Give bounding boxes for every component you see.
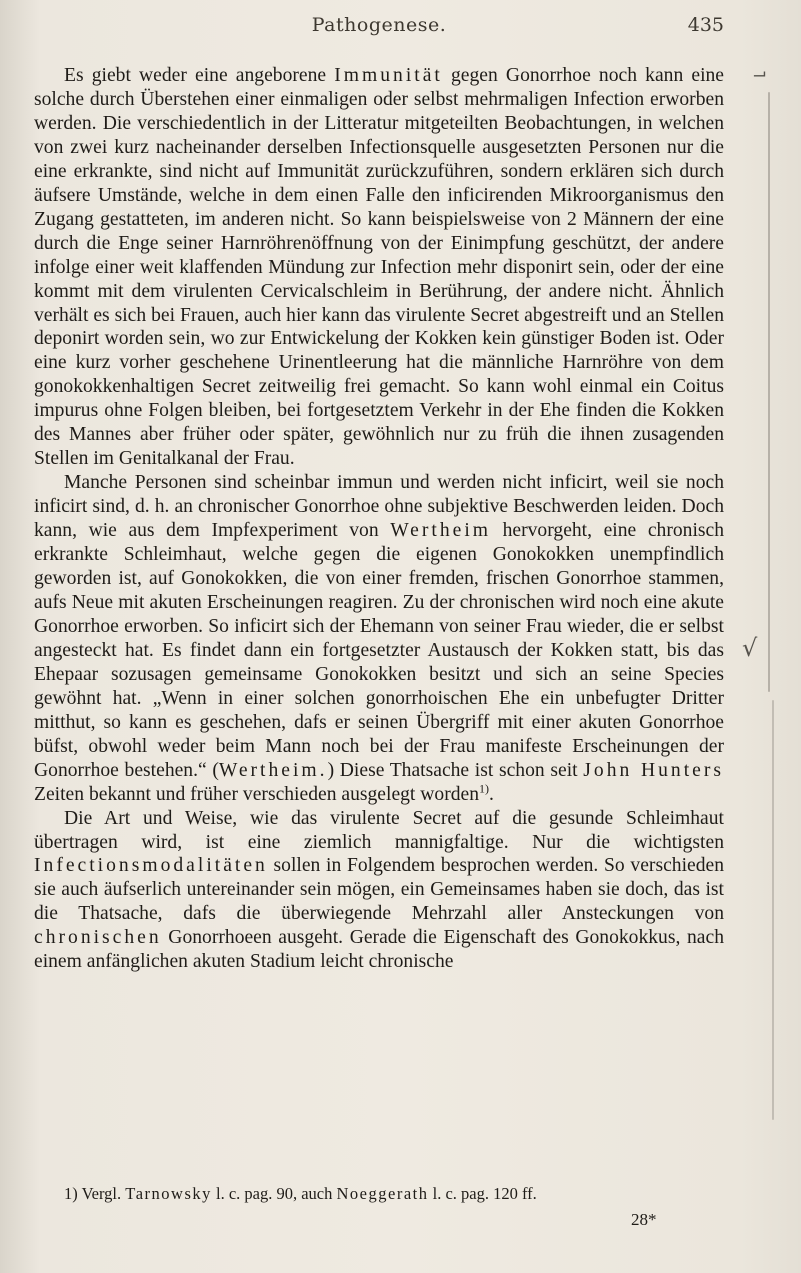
footnote (34, 1184, 724, 1204)
text-run: l. c. pag. 120 ff. (428, 1184, 537, 1203)
pencil-margin-line (772, 700, 774, 1120)
text-run: gegen Gonorrhoe noch kann eine solche durch Überstehen einer einmaligen oder selbst mehrmaligen Infection erworben werden. Die verschiedentlich in der Litteratur mitgeteilten Beobachtungen, in welchen von zwei kurz nacheinander derselben Infectionsquelle ausgesetzten Personen nur die eine erkrankte, sind nicht auf Immunität zurückzuführen, sondern erklären sich durch äufsere Umstände, welche in dem einen Falle den inficirenden Mikroorganismus den Zugang gestatteten, im anderen nicht. So kann beispielsweise von 2 Männern der eine durch die Enge seiner Harnröhrenöffnung von der Einimpfung geschützt, der andere infolge einer weit klaffenden Mündung zur Infection mehr disponirt sein, oder der eine kommt mit dem virulenten Cervicalschleim in Berührung, der andere nicht. Ähnlich verhält es sich bei Frauen, auch hier kann das virulente Secret abgestreift und an Stellen deponirt worden sein, wo zur Entwickelung der Kokken kein günstiger Boden ist. Oder eine kurz vorher geschehene Urinentleerung hat die männliche Harnröhre von dem gonokokkenhaltigen Secret zeitweilig frei gemacht. So kann wohl einmal ein Coitus impurus ohne Folgen bleiben, bei fortgesetztem Verkehr in der Ehe finden die Kokken des Mannes aber früher oder später, gewöhnlich nur zu früh die ihnen zusagenden Stellen im Genitalkanal der Frau. (34, 65, 725, 470)
footnote-reference[interactable]: 1) (479, 781, 490, 796)
text-run: Vergl. (77, 1184, 126, 1203)
pencil-bracket-icon: ⌐ (752, 64, 768, 85)
page-header (34, 14, 724, 42)
page-number: 435 (687, 14, 724, 36)
paragraph (34, 64, 724, 471)
pencil-margin-line (768, 92, 770, 692)
body-text (34, 64, 724, 974)
author-name: Tarnowsky (125, 1184, 212, 1203)
text-run: Gonorrhoeen ausgeht. Gerade die Eigenschaft des Gonokokkus, nach einem anfänglichen akuten Stadium leicht chronische (34, 927, 724, 973)
author-name: Noeggerath (336, 1184, 429, 1203)
footnote-marker: 1) (64, 1184, 78, 1203)
emphasized-term: chronischen (34, 927, 162, 949)
paragraph (34, 807, 724, 975)
text-run: Die Art und Weise, wie das virulente Secret auf die gesunde Schleimhaut übertragen wird, ist eine ziemlich mannigfaltige. Nur die wichtigsten (34, 807, 724, 853)
emphasized-term: Immunität (334, 65, 443, 86)
author-name: Wertheim (390, 520, 492, 542)
author-name: John Hunters (583, 759, 724, 781)
text-run: sollen in Folgendem besprochen werden. So verschieden sie auch äufserlich untereinander sein mögen, ein Gemeinsames haben sie doch, das ist die Thatsache, dafs die überwiegende Mehrzahl aller Ansteckungen von (34, 855, 724, 925)
text-run: Zeiten bekannt und früher verschieden ausgelegt worden (34, 783, 480, 805)
text-run: l. c. pag. 90, auch (211, 1184, 337, 1203)
text-run: hervorgeht, eine chronisch erkrankte Schleimhaut, welche gegen die eigenen Gonokokken unempfindlich geworden ist, auf Gonokokken, die von einer fremden, frischen Gonorrhoe stammen, aufs Neue mit akuten Erscheinungen reagiren. Zu der chronischen wird noch eine akute Gonorrhoe erworben. So inficirt sich der Ehemann von seiner Frau wieder, die er selbst angesteckt hat. Es findet dann ein fortgesetzter Austausch der Kokken statt, bis das Ehepaar sozusagen gemeinsame Gonokokken besitzt und sich an seine Species gewöhnt hat. „Wenn in einer solchen gonorrhoischen Ehe ein unbefugter Dritter mitthut, so kann es geschehen, dafs er seinen Übergriff mit einer akuten Gonorrhoe büfst, obwohl weder beim Mann noch bei der Frau manifeste Erscheinungen der Gonorrhoe bestehen.“ ( (34, 520, 725, 781)
author-name: Wertheim. (218, 759, 328, 781)
paragraph (34, 471, 724, 806)
pencil-check-icon: √ (742, 634, 758, 662)
running-title: Pathogenese. (311, 14, 447, 36)
text-run: ) Diese Thatsache ist schon seit (327, 759, 584, 781)
text-run: Manche Personen sind scheinbar immun und werden nicht inficirt, weil sie noch inficirt sind, d. h. an chronischer Gonorrhoe ohne subjektive Beschwerden leiden. Doch kann, wie aus dem Impfexperiment von (34, 472, 724, 542)
emphasized-term: Infectionsmodalitäten (34, 855, 268, 877)
text-run: Es giebt weder eine angeborene (64, 65, 335, 86)
signature-mark: 28* (631, 1210, 657, 1229)
text-run: . (489, 783, 494, 805)
